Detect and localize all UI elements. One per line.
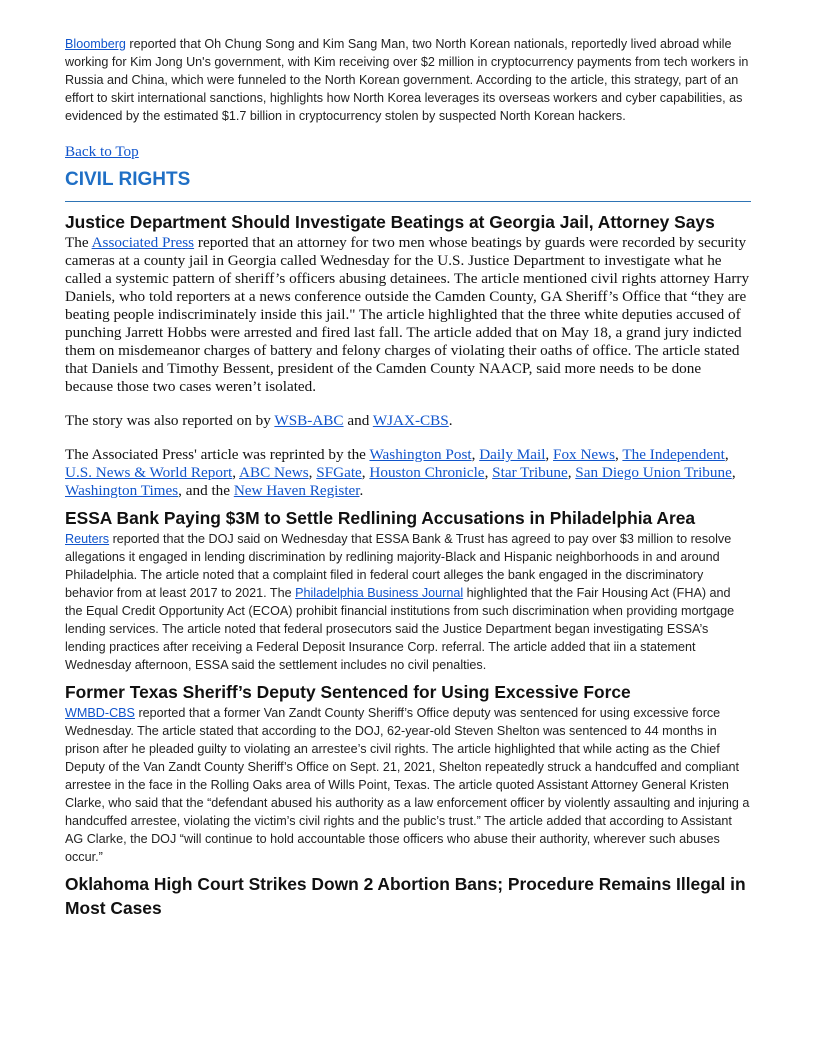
reprint-link[interactable]: New Haven Register [233, 482, 360, 499]
reprint-link[interactable]: Fox News [553, 446, 616, 463]
intro-paragraph [65, 35, 751, 125]
reprinted-paragraph: The Associated Press' article was reprinted by the Washington Post, Daily Mail, Fox News, The Independent, U.S. News & World Report, ABC News, SFGate, Houston Chronicle, Star Tribune, San Diego Union Tribune, Washington Times, and the New Haven Register. [65, 446, 736, 499]
text: , and the [178, 482, 234, 499]
wmbd-cbs-link[interactable]: WMBD-CBS [65, 706, 135, 720]
text: . [359, 482, 364, 499]
text: highlighted that the Fair Housing Act (FHA) and the Equal Credit Opportunity Act (ECOA) prohibit financial institutions from such discrimination when providing mortgage lending services. The article noted that federal prosecutors said the Justice Department began investigating ESSA’s lending practices after receiving a Federal Deposit Insurance Corp. referral. The article added that iin a statement Wednesday afternoon, ESSA said the settlement includes no civil penalties. [65, 586, 735, 672]
wsb-abc-link[interactable]: WSB-ABC [274, 412, 344, 429]
section-title: CIVIL RIGHTS [65, 169, 191, 190]
reprint-link[interactable]: U.S. News & World Report [65, 464, 233, 481]
text: and [343, 412, 373, 429]
intro-text: reported that Oh Chung Song and Kim Sang Man, two North Korean nationals, reportedly lived abroad while working for Kim Jong Un's government, with Kim receiving over $2 million in cryptocurrency payments from tech workers in Russia and China, which were funneled to the North Korean government. According to the article, this strategy, part of an effort to skirt international sanctions, highlights how North Korea leverages its overseas workers and cyber capabilities, as evidenced by the estimated $1.7 billion in cryptocurrency stolen by suspected North Korean hackers. [65, 37, 749, 123]
reuters-link[interactable]: Reuters [65, 532, 110, 546]
philadelphia-business-journal-link[interactable]: Philadelphia Business Journal [295, 586, 464, 600]
reprint-link[interactable]: SFGate [316, 464, 362, 481]
section-divider [65, 201, 751, 202]
reprint-link[interactable]: The Independent [622, 446, 725, 463]
bloomberg-link[interactable]: Bloomberg [65, 37, 126, 51]
reprint-link[interactable]: Houston Chronicle [369, 464, 485, 481]
reprint-link[interactable]: ABC News [239, 464, 309, 481]
text: reported that a former Van Zandt County Sheriff’s Office deputy was sentenced for using excessive force Wednesday. The article stated that according to the DOJ, 62-year-old Steven Shelton was sentenced to 44 months in prison after he pleaded guilty to violating an arrestee’s civil rights. The article highlighted that while acting as the Chief Deputy of the Van Zandt County Sheriff’s Office on Sept. 21, 2021, Shelton repeatedly struck a handcuffed and compliant arrestee in the face in the Rolling Oaks area of Wills Point, Texas. The article quoted Assistant Attorney General Kristen Clarke, who said that the “defendant abused his authority as a law enforcement officer by violently assaulting and injuring a handcuffed arrestee, violating the victim’s civil rights and the public’s trust.” The article added that according to Assistant AG Clarke, the DOJ “will continue to hold accountable those officers who abuse their authority, wherever such abuses occur.” [65, 706, 750, 864]
article-title-georgia-jail: Justice Department Should Investigate Beatings at Georgia Jail, Attorney Says [65, 212, 715, 232]
article-title-oklahoma-abortion: Oklahoma High Court Strikes Down 2 Abortion Bans; Procedure Remains Illegal in Most Cases [65, 874, 746, 918]
reprint-link[interactable]: Star Tribune [492, 464, 568, 481]
document-page [65, 35, 751, 920]
text: The story was also reported on by [65, 412, 275, 429]
text: reported that the DOJ said on Wednesday that ESSA Bank & Trust has agreed to pay over $3 million to resolve allegations it engaged in lending discrimination by redlining majority-Black and Hispanic neighborhoods in and around Philadelphia. The article noted that a complaint filed in federal court alleges the bank engaged in the discriminatory behavior from at least 2017 to 2021. The [65, 532, 732, 600]
article-body-georgia-jail [65, 234, 751, 396]
text: reported that an attorney for two men whose beatings by guards were recorded by security cameras at a county jail in Georgia called Wednesday for the U.S. Justice Department to investigate what he called a systemic pattern of sheriff’s officers abusing detainees. The article mentioned civil rights attorney Harry Daniels, who told reporters at a news conference outside the Camden County, GA Sheriff’s Office that “they are beating people indiscriminately inside this jail." The article highlighted that the three white deputies accused of punching Jarrett Hobbs were arrested and fired last fall. The article added that on May 18, a grand jury indicted them on misdemeanor charges of battery and felony charges of violating their oaths of office. The article stated that Daniels and Timothy Bessent, president of the Camden County NAACP, said more needs to be done because those two cases weren’t isolated. [65, 234, 750, 395]
back-to-top-link[interactable]: Back to Top [65, 143, 139, 160]
article-body-texas-deputy [65, 704, 751, 866]
associated-press-link[interactable]: Associated Press [91, 234, 195, 251]
also-reported-paragraph [65, 412, 751, 430]
wjax-cbs-link[interactable]: WJAX-CBS [372, 412, 449, 429]
text: The [65, 234, 92, 251]
back-to-top-paragraph [65, 143, 751, 161]
article-title-texas-deputy: Former Texas Sheriff’s Deputy Sentenced for Using Excessive Force [65, 682, 631, 702]
reprint-link[interactable]: Washington Post [369, 446, 472, 463]
text: The Associated Press' article was reprinted by the [65, 446, 370, 463]
reprint-link[interactable]: Daily Mail [479, 446, 546, 463]
text: . [448, 412, 453, 429]
reprint-link[interactable]: Washington Times [65, 482, 179, 499]
article-body-essa-bank [65, 530, 751, 674]
article-title-essa-bank: ESSA Bank Paying $3M to Settle Redlining Accusations in Philadelphia Area [65, 508, 696, 528]
reprint-link[interactable]: San Diego Union Tribune [575, 464, 732, 481]
